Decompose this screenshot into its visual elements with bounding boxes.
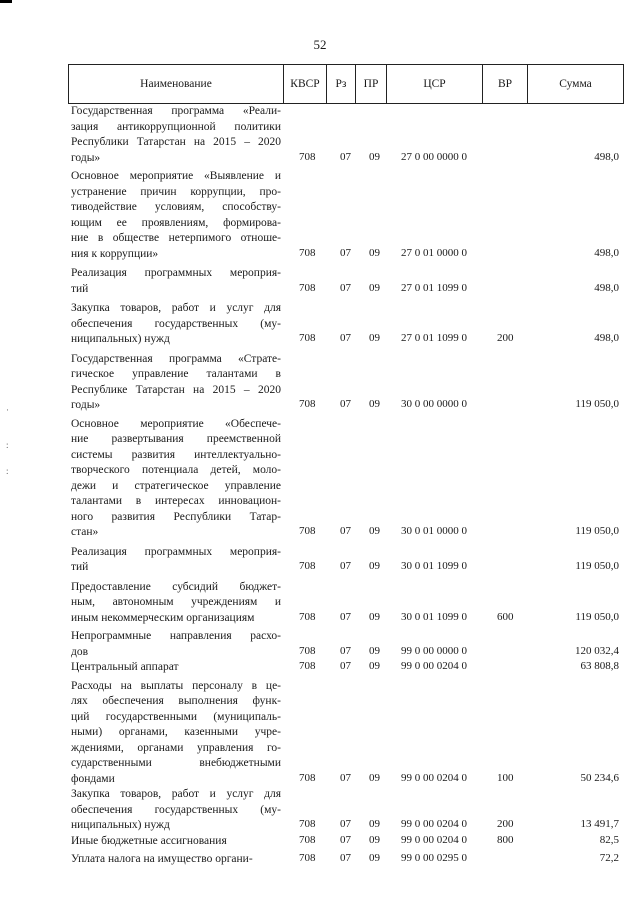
header-pr: ПР <box>356 65 387 104</box>
row-name-line: ным, автономным учреждениям и <box>71 596 281 608</box>
row-sum: 63 808,8 <box>580 660 619 672</box>
table-row <box>68 629 623 660</box>
row-name <box>68 266 281 297</box>
row-name <box>68 580 281 627</box>
row-sum: 498,0 <box>594 332 619 344</box>
row-pr: 09 <box>369 398 380 410</box>
row-pr: 09 <box>369 150 380 163</box>
row-rz: 07 <box>340 833 351 846</box>
row-kvsr: 708 <box>299 852 316 864</box>
row-name-line: гическое управление талантами в <box>71 368 281 380</box>
row-kvsr: 708 <box>299 660 316 672</box>
row-sum: 119 050,0 <box>575 398 619 410</box>
row-rz: 07 <box>340 150 351 163</box>
table-row <box>68 301 623 348</box>
row-vr: 200 <box>497 332 514 344</box>
row-name-line: системы развития интеллектуально- <box>71 448 281 461</box>
row-name <box>68 352 281 414</box>
row-name-line: фондами <box>71 772 115 785</box>
row-name-line: творческого потенциала детей, моло- <box>71 464 281 476</box>
row-name <box>68 660 281 676</box>
row-pr: 09 <box>369 818 380 830</box>
row-name-line: устранение причин коррупции, про- <box>71 185 281 198</box>
row-name-line: тий <box>71 561 89 573</box>
row-name-line: ждениями, органами управления го- <box>71 741 281 754</box>
row-name <box>68 545 281 576</box>
row-name-line: сударственными внебюджетными <box>71 757 281 769</box>
row-name-line: обеспечения государственных (му- <box>71 803 281 816</box>
row-name-line: Уплата налога на имущество органи- <box>71 853 253 865</box>
scan-speck: · <box>6 405 9 415</box>
row-name <box>68 629 281 660</box>
row-pr: 09 <box>369 644 380 657</box>
row-csr: 27 0 01 1099 0 <box>401 332 467 344</box>
row-name-line: иным некоммерческим организациям <box>71 611 255 624</box>
header-vr: ВР <box>483 65 528 104</box>
row-name-line: Реализация программных мероприя- <box>71 545 281 558</box>
row-sum: 120 032,4 <box>575 644 619 657</box>
row-name-line: ние в обществе нетерпимого отноше- <box>71 232 281 244</box>
row-csr: 99 0 00 0204 0 <box>401 660 467 672</box>
row-name-line: стан» <box>71 526 99 538</box>
row-kvsr: 708 <box>299 644 316 657</box>
row-kvsr: 708 <box>299 281 316 294</box>
row-rz: 07 <box>340 660 351 672</box>
row-name-line: Основное мероприятие «Выявление и <box>71 170 281 182</box>
row-rz: 07 <box>340 246 351 259</box>
table-row <box>68 352 623 414</box>
row-csr: 99 0 00 0295 0 <box>401 852 467 864</box>
row-csr: 99 0 00 0204 0 <box>401 818 467 830</box>
row-csr: 30 0 01 1099 0 <box>401 560 467 572</box>
table-row <box>68 787 623 834</box>
row-name-line: Основное мероприятие «Обеспече- <box>71 417 281 430</box>
row-name <box>68 834 281 850</box>
row-sum: 72,2 <box>599 852 619 864</box>
table-row <box>68 104 623 166</box>
table-header <box>68 64 624 104</box>
row-name-line: ций государственными (муниципаль- <box>71 710 281 723</box>
table-row <box>68 660 623 676</box>
row-name-line: ния к коррупции» <box>71 247 159 260</box>
row-name-line: тиводействие условиям, способству- <box>71 201 281 213</box>
row-pr: 09 <box>369 660 380 672</box>
row-vr: 100 <box>497 771 514 784</box>
row-name-line: Государственная программа «Реали- <box>71 105 281 117</box>
row-rz: 07 <box>340 560 351 572</box>
row-sum: 13 491,7 <box>580 818 619 830</box>
row-name-line: Непрограммные направления расхо- <box>71 630 281 642</box>
row-csr: 99 0 00 0204 0 <box>401 833 467 846</box>
row-name-line: Центральный аппарат <box>71 661 179 673</box>
table-row <box>68 417 623 541</box>
row-csr: 30 0 01 1099 0 <box>401 610 467 623</box>
row-name-line: Расходы на выплаты персоналу в це- <box>71 679 281 692</box>
header-rz: Рз <box>327 65 356 104</box>
row-csr: 30 0 01 0000 0 <box>401 525 467 537</box>
row-name <box>68 417 281 541</box>
row-sum: 119 050,0 <box>575 610 619 623</box>
page-number: 52 <box>313 37 327 52</box>
row-name <box>68 787 281 834</box>
row-kvsr: 708 <box>299 560 316 572</box>
row-csr: 27 0 01 0000 0 <box>401 246 467 259</box>
row-name-line: Закупка товаров, работ и услуг для <box>71 788 281 800</box>
table-row <box>68 852 623 868</box>
row-name <box>68 852 281 868</box>
row-name-line: Иные бюджетные ассигнования <box>71 834 227 847</box>
row-pr: 09 <box>369 246 380 259</box>
row-name-line: ного развития Республики Татар- <box>71 510 281 523</box>
row-rz: 07 <box>340 332 351 344</box>
row-sum: 119 050,0 <box>575 560 619 572</box>
row-pr: 09 <box>369 332 380 344</box>
table-row <box>68 545 623 576</box>
row-rz: 07 <box>340 818 351 830</box>
row-name-line: дежи и стратегическое управление <box>71 479 281 492</box>
row-rz: 07 <box>340 644 351 657</box>
row-sum: 498,0 <box>594 150 619 163</box>
row-kvsr: 708 <box>299 332 316 344</box>
row-name-line: талантами в интересах инновацион- <box>71 495 281 507</box>
row-pr: 09 <box>369 833 380 846</box>
table-row <box>68 169 623 262</box>
row-name-line: обеспечения государственных (му- <box>71 317 281 330</box>
row-name-line: ниципальных) нужд <box>71 819 170 831</box>
table-row <box>68 580 623 627</box>
row-name-line: зация антикоррупционной политики <box>71 120 281 133</box>
row-sum: 119 050,0 <box>575 525 619 537</box>
row-sum: 82,5 <box>599 833 619 846</box>
row-sum: 498,0 <box>594 246 619 259</box>
row-name-line: ющим ее проявлениям, формирова- <box>71 216 281 229</box>
row-kvsr: 708 <box>299 610 316 623</box>
row-name-line: ными) органами, казенными учре- <box>71 726 281 738</box>
row-name-line: Республики Татарстан на 2015 – 2020 <box>71 136 281 148</box>
row-name-line: Закупка товаров, работ и услуг для <box>71 302 281 314</box>
row-sum: 50 234,6 <box>580 771 619 784</box>
row-name-line: годы» <box>71 399 101 411</box>
row-csr: 27 0 00 0000 0 <box>401 150 467 163</box>
row-csr: 99 0 00 0000 0 <box>401 644 467 657</box>
row-kvsr: 708 <box>299 150 316 163</box>
row-csr: 99 0 00 0204 0 <box>401 771 467 784</box>
table-row <box>68 679 623 788</box>
row-name-line: Предоставление субсидий бюджет- <box>71 580 281 593</box>
row-kvsr: 708 <box>299 246 316 259</box>
row-name-line: Реализация программных мероприя- <box>71 267 281 279</box>
row-name <box>68 301 281 348</box>
row-pr: 09 <box>369 852 380 864</box>
row-kvsr: 708 <box>299 771 316 784</box>
row-name-line: Республике Татарстан на 2015 – 2020 <box>71 383 281 396</box>
row-name-line: дов <box>71 645 89 658</box>
row-kvsr: 708 <box>299 833 316 846</box>
row-kvsr: 708 <box>299 818 316 830</box>
scan-speck: : <box>6 440 9 450</box>
scan-speck: : <box>6 466 9 476</box>
row-csr: 27 0 01 1099 0 <box>401 281 467 294</box>
row-pr: 09 <box>369 281 380 294</box>
header-sum: Сумма <box>528 65 624 104</box>
row-name-line: ние развертывания преемственной <box>71 433 281 445</box>
row-rz: 07 <box>340 852 351 864</box>
row-name <box>68 104 281 166</box>
row-name-line: лях обеспечения выполнения функ- <box>71 695 281 707</box>
row-name-line: тий <box>71 282 89 295</box>
row-csr: 30 0 00 0000 0 <box>401 398 467 410</box>
row-rz: 07 <box>340 281 351 294</box>
table-body <box>68 104 623 868</box>
table-row <box>68 266 623 297</box>
table-row <box>68 834 623 850</box>
header-name: Наименование <box>69 65 284 104</box>
row-name-line: годы» <box>71 151 101 164</box>
row-name-line: ниципальных) нужд <box>71 333 170 345</box>
row-rz: 07 <box>340 525 351 537</box>
row-name-line: Государственная программа «Страте- <box>71 352 281 365</box>
row-pr: 09 <box>369 771 380 784</box>
row-rz: 07 <box>340 771 351 784</box>
page-corner-mark <box>0 0 12 3</box>
row-sum: 498,0 <box>594 281 619 294</box>
row-kvsr: 708 <box>299 525 316 537</box>
row-pr: 09 <box>369 610 380 623</box>
row-name <box>68 679 281 788</box>
row-name <box>68 169 281 262</box>
row-vr: 600 <box>497 610 514 623</box>
row-pr: 09 <box>369 560 380 572</box>
row-vr: 200 <box>497 818 514 830</box>
row-pr: 09 <box>369 525 380 537</box>
header-kvsr: КВСР <box>284 65 327 104</box>
row-rz: 07 <box>340 610 351 623</box>
row-rz: 07 <box>340 398 351 410</box>
row-vr: 800 <box>497 833 514 846</box>
header-csr: ЦСР <box>387 65 483 104</box>
row-kvsr: 708 <box>299 398 316 410</box>
